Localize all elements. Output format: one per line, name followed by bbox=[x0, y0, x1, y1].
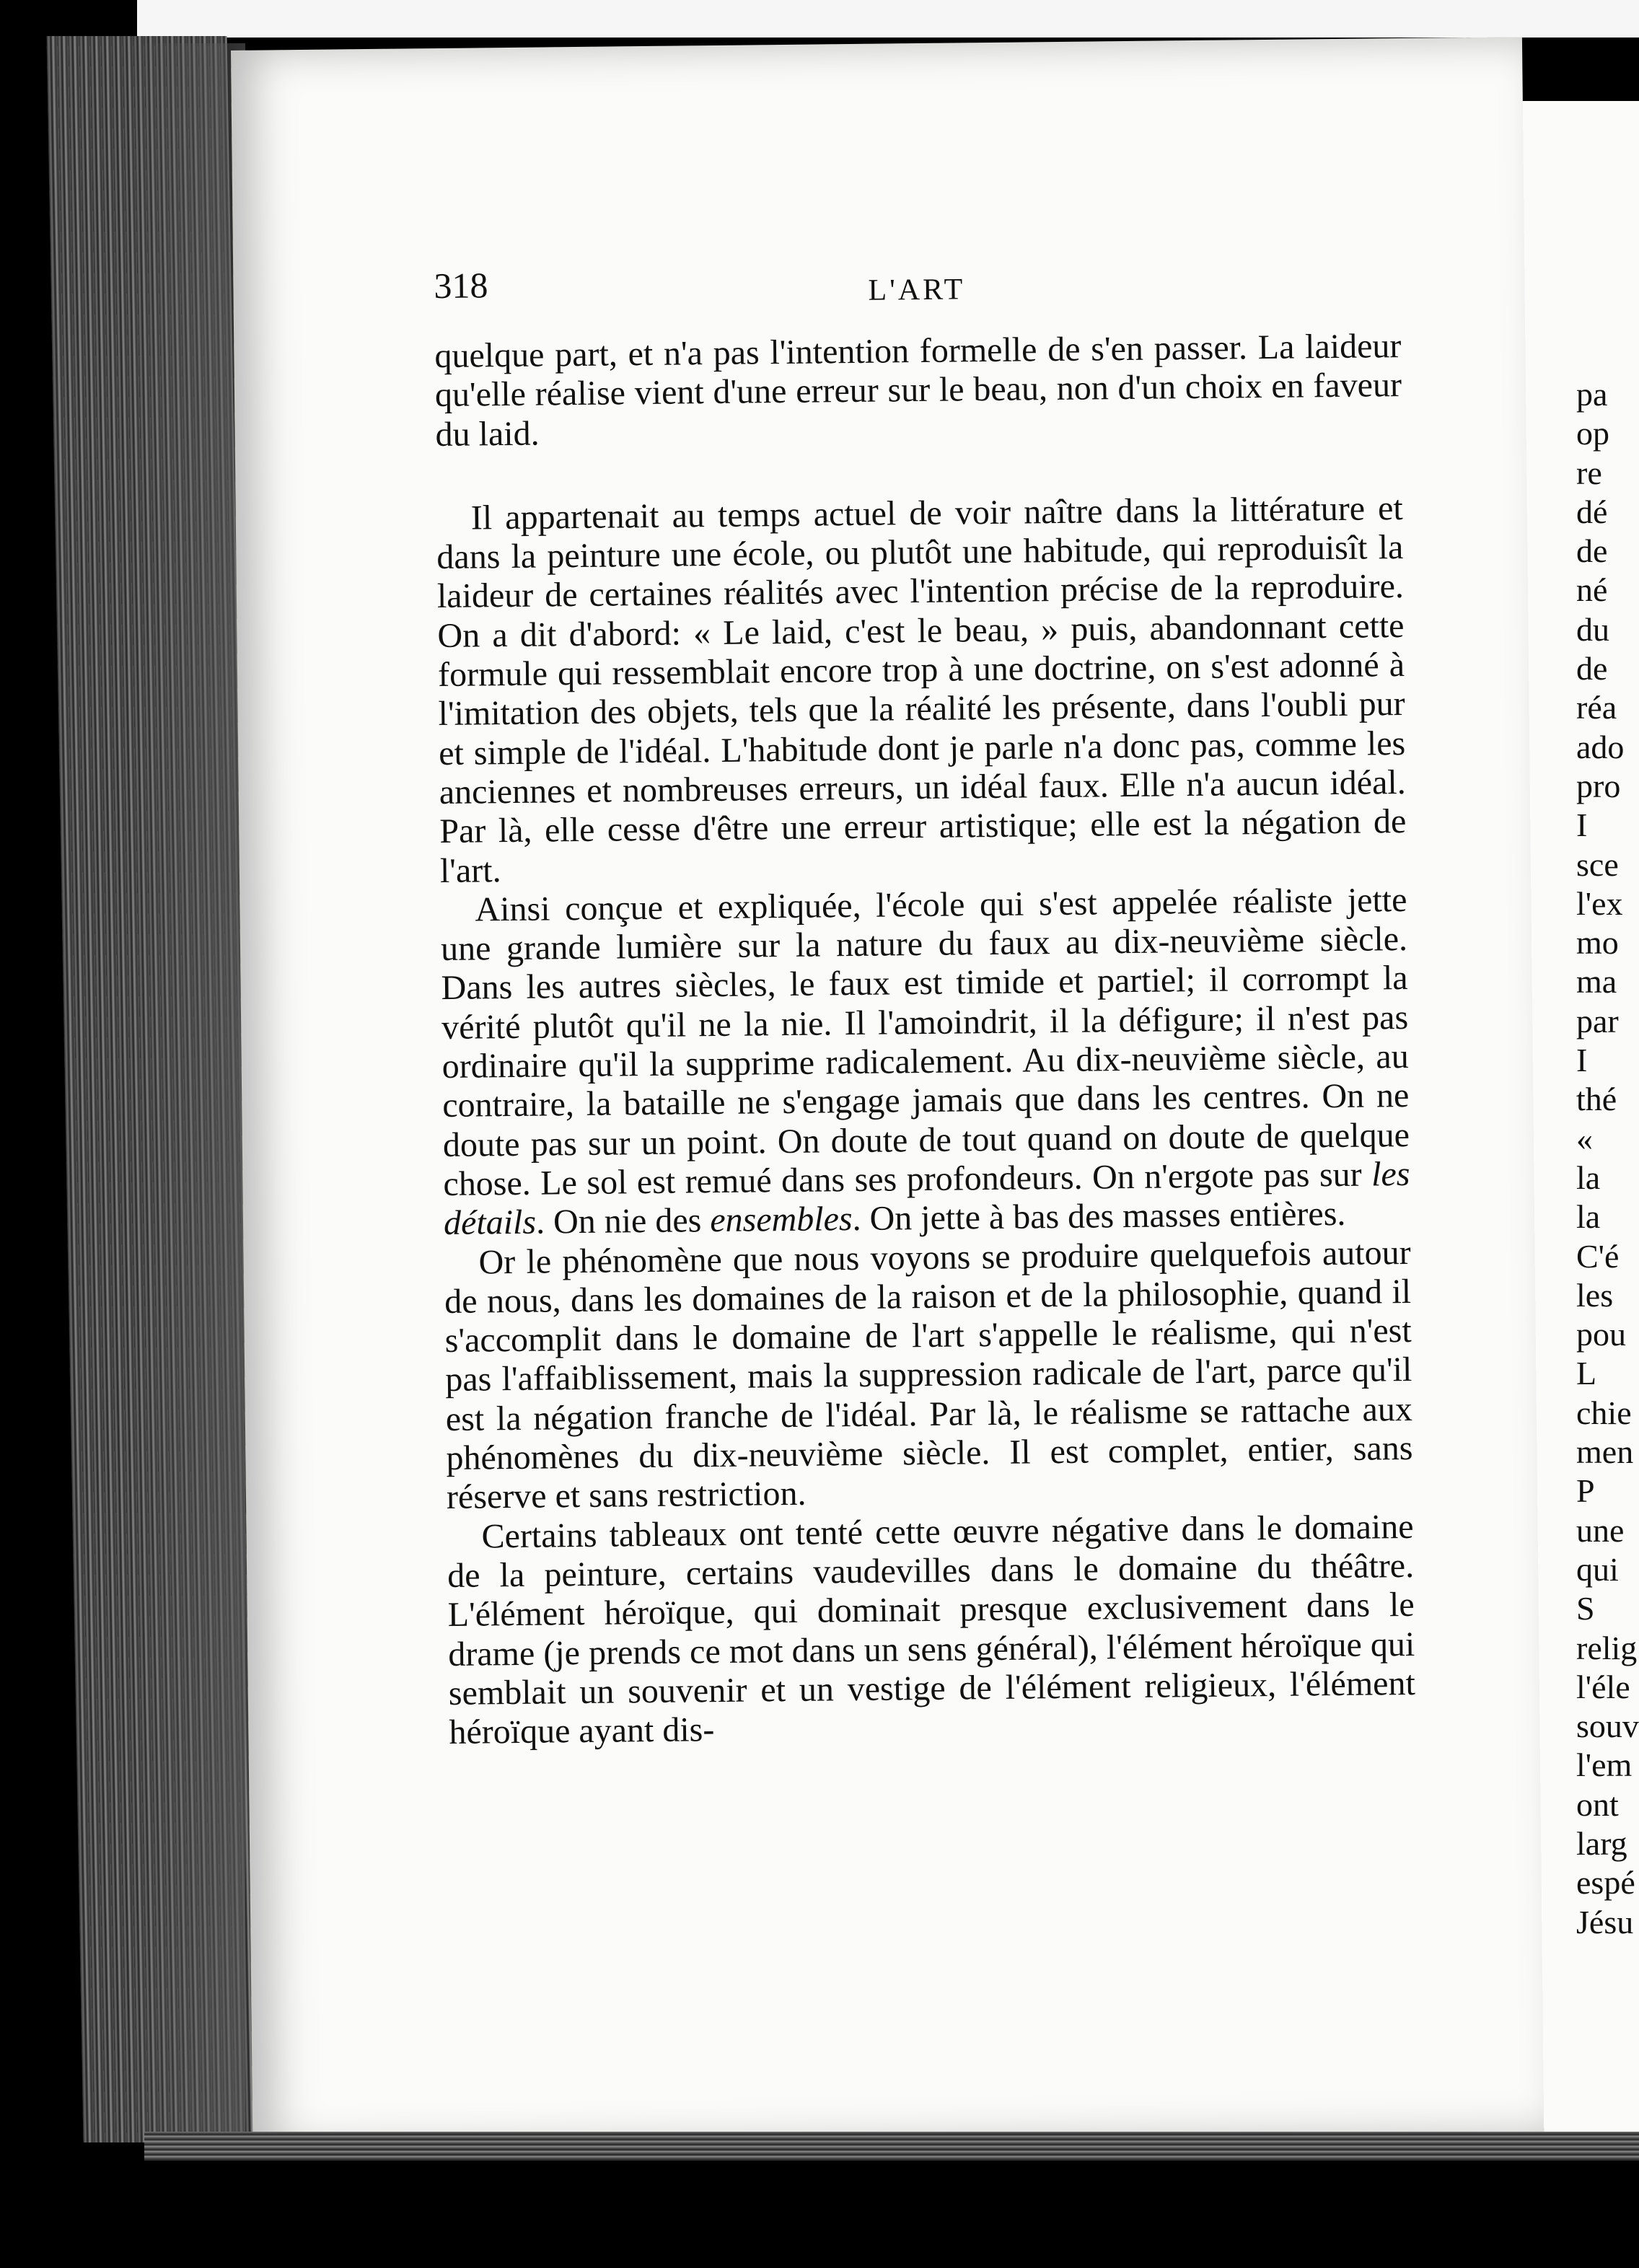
facing-page-line-fragment: thé bbox=[1576, 1081, 1617, 1118]
facing-page-line-fragment: dé bbox=[1576, 493, 1608, 530]
facing-page-line-fragment: la bbox=[1576, 1159, 1601, 1196]
facing-page-line-fragment: pou bbox=[1576, 1316, 1626, 1353]
paragraph-text: . On jette à bas des masses entières. bbox=[852, 1195, 1346, 1239]
gutter-shadow bbox=[130, 43, 245, 2135]
facing-page-line-fragment: mo bbox=[1576, 924, 1619, 962]
facing-page-line-fragment: chie bbox=[1576, 1394, 1632, 1431]
paragraph: Il appartenait au temps actuel de voir naître dans la littérature et dans la peinture une école, ou plutôt une habitude, qui reproduisît la laideur de certaines réalités avec l'intention précise de la reproduire. On a dit d'abord: « Le laid, c'est le beau, » puis, abandonnant cette formule qui ressemblait encore trop à une doctrine, on s'est adonné à l'imitation des objets, tels que la réalité les présente, dans l'oubli pur et simple de l'idéal. L'habitude dont je parle n'a donc pas, comme les anciennes et nombreuses erreurs, un idéal faux. Elle n'a aucun idéal. Par là, elle cesse d'être une erreur artistique; elle est la négation de l'art. bbox=[436, 488, 1407, 890]
body-text bbox=[434, 327, 1415, 1752]
facing-page-line-fragment: de bbox=[1576, 532, 1608, 570]
facing-page-line-fragment: relig bbox=[1576, 1629, 1638, 1666]
paragraph-text: Ainsi conçue et expliquée, l'école qui s'est appelée réaliste jette une grande lumière sur la nature du faux au dix-neuvième siècle. Dans les autres siècles, le faux est timide et partiel; il corrompt la vérité plutôt qu'il ne la nie. Il l'amoindrit, il la défigure; il n'est pas ordinaire qu'il la supprime radicalement. Au dix-neuvième siècle, au contraire, la bataille ne s'engage jamais que dans les centres. On ne doute pas sur un point. On doute de tout quand on doute de quelque chose. Le sol est remué dans ses profondeurs. On n'ergote pas sur bbox=[440, 880, 1410, 1203]
top-paper-strip bbox=[137, 0, 1639, 38]
facing-page-line-fragment: né bbox=[1576, 571, 1608, 609]
facing-page-line-fragment: sce bbox=[1576, 845, 1619, 883]
paragraph: Or le phénomène que nous voyons se produire quelquefois autour de nous, dans les domaines de la raison et de la philosophie, quand il s'accomplit dans le domaine de l'art s'appelle le réalisme, qui n'est pas l'affaiblissement, mais la suppression radicale de l'art, parce qu'il est la négation franche de l'idéal. Par là, le réalisme se rattache aux phénomènes du dix-neuvième siècle. Il est complet, entier, sans réserve et sans restriction. bbox=[444, 1233, 1413, 1517]
facing-page-line-fragment: la bbox=[1576, 1198, 1601, 1236]
page-number: 318 bbox=[434, 265, 488, 307]
facing-page-line-fragment: Jésu bbox=[1576, 1903, 1634, 1940]
facing-page-line-fragment: ont bbox=[1576, 1785, 1619, 1823]
italic-text: les détails bbox=[443, 1154, 1410, 1243]
facing-page-line-fragment: I bbox=[1576, 806, 1588, 844]
facing-page-line-fragment: l'éle bbox=[1576, 1668, 1630, 1705]
facing-page-line-fragment: ma bbox=[1576, 963, 1617, 1001]
facing-page-line-fragment: réa bbox=[1576, 689, 1617, 726]
facing-page-line-fragment: par bbox=[1576, 1002, 1619, 1040]
facing-page-line-fragment: pa bbox=[1576, 376, 1608, 413]
italic-text: ensembles bbox=[710, 1200, 853, 1240]
left-page bbox=[231, 37, 1544, 2150]
paragraph-continuation: quelque part, et n'a pas l'intention formelle de s'en passer. La laideur qu'elle réalise vient d'une erreur sur le beau, non d'un choix en faveur du laid. bbox=[434, 327, 1402, 454]
paragraph-text: . On nie des bbox=[535, 1201, 702, 1241]
facing-page-line-fragment: qui bbox=[1576, 1550, 1619, 1588]
facing-page-line-fragment: op bbox=[1576, 415, 1609, 452]
facing-page-line-fragment: une bbox=[1576, 1511, 1625, 1549]
facing-page-line-fragment: men bbox=[1576, 1433, 1634, 1471]
facing-page-line-fragment: l'ex bbox=[1576, 884, 1623, 922]
facing-page-text bbox=[1576, 375, 1639, 1942]
facing-page-line-fragment: « bbox=[1576, 1120, 1593, 1157]
bottom-page-edges bbox=[144, 2132, 1639, 2161]
paragraph-with-italics bbox=[440, 881, 1410, 1244]
facing-page-line-fragment: S bbox=[1576, 1590, 1595, 1627]
facing-page-line-fragment: ado bbox=[1576, 728, 1625, 765]
running-head: L'ART bbox=[868, 273, 966, 307]
facing-page-line-fragment: larg bbox=[1576, 1824, 1627, 1862]
facing-page-line-fragment: les bbox=[1576, 1276, 1614, 1314]
facing-page-line-fragment: C'é bbox=[1576, 1237, 1620, 1275]
facing-page-line-fragment: re bbox=[1576, 454, 1602, 491]
facing-page-line-fragment: pro bbox=[1576, 767, 1621, 804]
facing-page-line-fragment: L bbox=[1576, 1355, 1597, 1392]
facing-page-line-fragment: du bbox=[1576, 610, 1609, 648]
paragraph: Certains tableaux ont tenté cette œuvre négative dans le domaine de la peinture, certains vaudevilles dans le domaine du théâtre. L'élément héroïque, qui dominait presque exclusivement dans le drame (je prends ce mot dans un sens général), l'élément héroïque qui semblait un souvenir et un vestige de l'élément religieux, l'élément héroïque ayant dis- bbox=[447, 1507, 1416, 1752]
facing-page-line-fragment: P bbox=[1576, 1472, 1595, 1510]
facing-page-line-fragment: de bbox=[1576, 650, 1608, 687]
facing-page-line-fragment: I bbox=[1576, 1042, 1588, 1079]
facing-page-line-fragment: l'em bbox=[1576, 1746, 1633, 1784]
facing-page-line-fragment: espé bbox=[1576, 1864, 1635, 1902]
facing-page-line-fragment: souv bbox=[1576, 1707, 1639, 1745]
